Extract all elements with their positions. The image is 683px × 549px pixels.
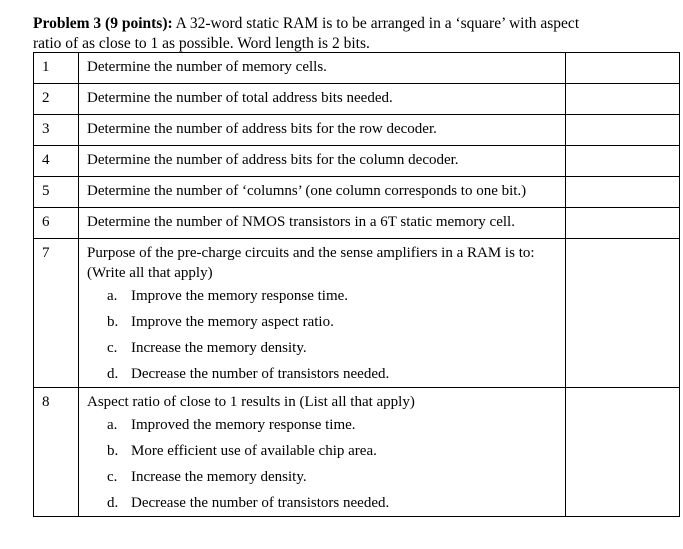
option-item — [107, 309, 565, 335]
question-text: Determine the number of address bits for the row decoder. — [79, 115, 566, 146]
option-item — [107, 490, 565, 516]
option-item — [107, 412, 565, 438]
question-row — [34, 388, 680, 517]
option-text: Improve the memory response time. — [131, 288, 349, 304]
option-letter: a. — [107, 288, 118, 304]
option-text: Increase the memory density. — [131, 340, 307, 356]
answer-cell[interactable] — [566, 84, 680, 115]
answer-cell[interactable] — [566, 177, 680, 208]
problem-title: Problem 3 (9 points): — [33, 15, 173, 32]
question-number: 1 — [34, 53, 79, 84]
option-item — [107, 438, 565, 464]
answer-cell[interactable] — [566, 146, 680, 177]
option-text: Improved the memory response time. — [131, 417, 356, 433]
question-row — [34, 239, 680, 388]
option-text: More efficient use of available chip area. — [131, 443, 377, 459]
option-text: Improve the memory aspect ratio. — [131, 314, 334, 330]
option-text: Increase the memory density. — [131, 469, 307, 485]
question-number: 7 — [34, 239, 79, 388]
answer-cell[interactable] — [566, 53, 680, 84]
problem-title-line — [33, 14, 673, 34]
question-row — [34, 115, 680, 146]
question-text: Determine the number of memory cells. — [79, 53, 566, 84]
option-item — [107, 361, 565, 387]
question-text: Aspect ratio of close to 1 results in (List all that apply) — [87, 394, 415, 410]
questions-table — [33, 52, 680, 517]
problem-description-line2: ratio of as close to 1 as possible. Word length is 2 bits. — [33, 35, 370, 52]
answer-cell[interactable] — [566, 115, 680, 146]
question-number: 8 — [34, 388, 79, 517]
question-number: 3 — [34, 115, 79, 146]
option-letter: b. — [107, 314, 119, 330]
question-row — [34, 208, 680, 239]
option-item — [107, 464, 565, 490]
option-text: Decrease the number of transistors needed. — [131, 366, 390, 382]
problem-description: A 32-word static RAM is to be arranged in a ‘square’ with aspect — [172, 15, 580, 32]
option-item — [107, 283, 565, 309]
question-row — [34, 177, 680, 208]
question-text: Determine the number of ‘columns’ (one column corresponds to one bit.) — [79, 177, 566, 208]
option-list — [87, 283, 565, 387]
option-letter: b. — [107, 443, 119, 459]
option-letter: c. — [107, 340, 118, 356]
problem-header — [33, 14, 673, 54]
option-list — [87, 412, 565, 516]
question-number: 2 — [34, 84, 79, 115]
question-row — [34, 53, 680, 84]
question-text: Determine the number of address bits for the column decoder. — [79, 146, 566, 177]
option-letter: d. — [107, 495, 119, 511]
question-number: 5 — [34, 177, 79, 208]
answer-cell[interactable] — [566, 208, 680, 239]
question-row — [34, 84, 680, 115]
question-number: 6 — [34, 208, 79, 239]
question-cell — [79, 239, 566, 388]
question-text: Purpose of the pre-charge circuits and the sense amplifiers in a RAM is to: (Write all that apply) — [87, 245, 535, 281]
option-item — [107, 335, 565, 361]
question-cell — [79, 388, 566, 517]
option-letter: d. — [107, 366, 119, 382]
question-text: Determine the number of NMOS transistors in a 6T static memory cell. — [79, 208, 566, 239]
question-number: 4 — [34, 146, 79, 177]
question-text: Determine the number of total address bits needed. — [79, 84, 566, 115]
answer-cell[interactable] — [566, 239, 680, 388]
answer-cell[interactable] — [566, 388, 680, 517]
option-text: Decrease the number of transistors needed. — [131, 495, 390, 511]
option-letter: c. — [107, 469, 118, 485]
option-letter: a. — [107, 417, 118, 433]
question-row — [34, 146, 680, 177]
